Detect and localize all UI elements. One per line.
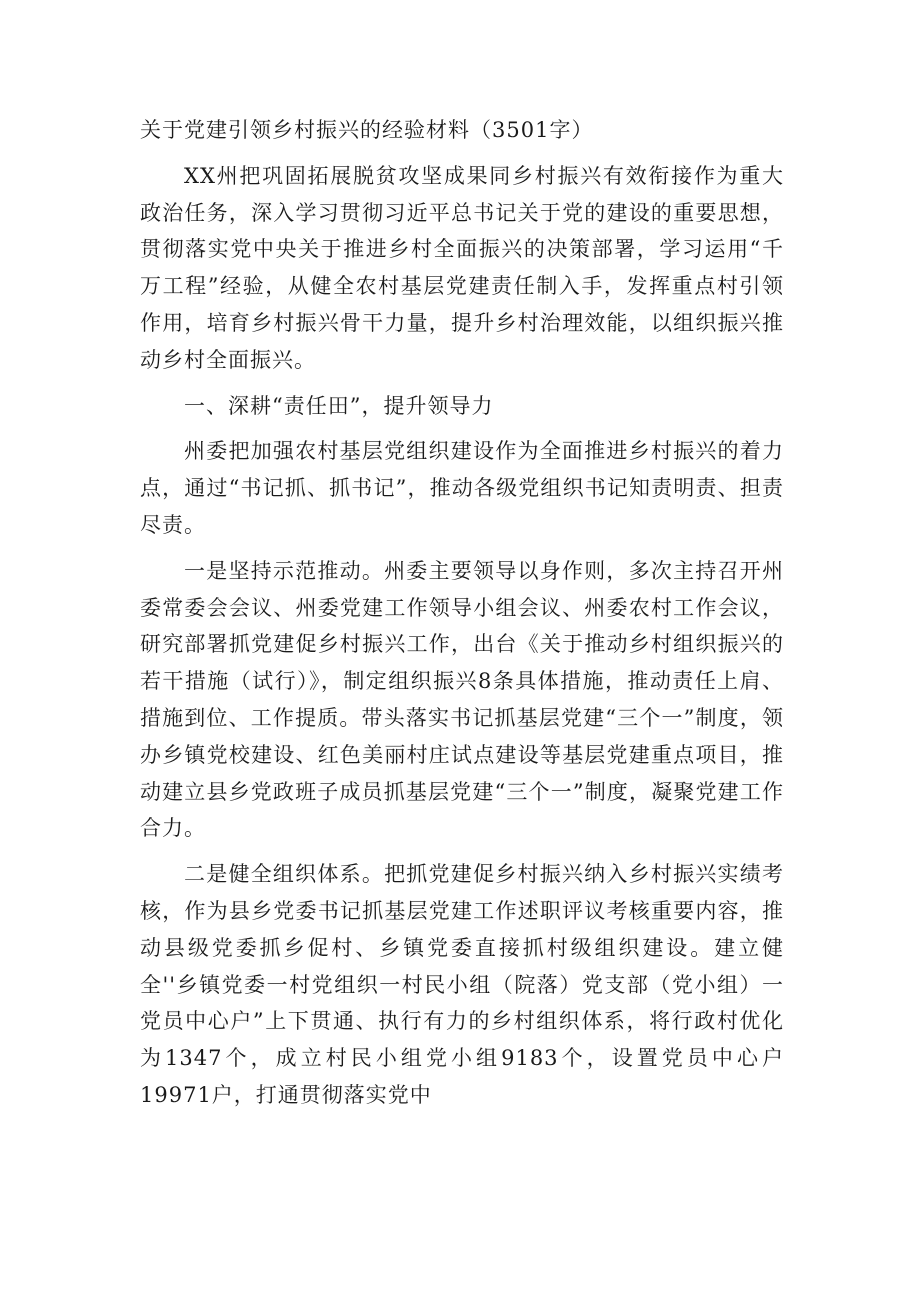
section-heading-1: 一、深耕“责任田”，提升领导力 bbox=[184, 393, 494, 418]
point-2-paragraph: 二是健全组织体系。把抓党建促乡村振兴纳入乡村振兴实绩考核，作为县乡党委书记抓基层党建工作述职评议考核重要内容，推动县级党委抓乡促村、乡镇党委直接抓村级组织建设。建立健全''乡镇党委一村党组织一村民小组（院落）党支部（党小组）一党员中心户”上下贯通、执行有力的乡村组织体系，将行政村优化为1347个，成立村民小组党小组9183个，设置党员中心户19971户，打通贯彻落实党中 bbox=[140, 862, 784, 1107]
intro-paragraph: XX州把巩固拓展脱贫攻坚成果同乡村振兴有效衔接作为重大政治任务，深入学习贯彻习近平总书记关于党的建设的重要思想，贯彻落实党中央关于推进乡村全面振兴的决策部署，学习运用“千万工程”经验，从健全农村基层党建责任制入手，发挥重点村引领作用，培育乡村振兴骨干力量，提升乡村治理效能，以组织振兴推动乡村全面振兴。 bbox=[140, 163, 784, 372]
document-title: 关于党建引领乡村振兴的经验材料（3501字） bbox=[140, 118, 594, 142]
document-body bbox=[140, 112, 784, 1123]
point-1-paragraph: 一是坚持示范推动。州委主要领导以身作则，多次主持召开州委常委会会议、州委党建工作领导小组会议、州委农村工作会议，研究部署抓党建促乡村振兴工作，出台《关于推动乡村组织振兴的若干措施（试行）》，制定组织振兴8条具体措施，推动责任上肩、措施到位、工作提质。带头落实书记抓基层党建“三个一”制度，领办乡镇党校建设、红色美丽村庄试点建设等基层党建重点项目，推动建立县乡党政班子成员抓基层党建“三个一”制度，凝聚党建工作合力。 bbox=[140, 558, 784, 841]
section-1-paragraph: 州委把加强农村基层党组织建设作为全面推进乡村振兴的着力点，通过“书记抓、抓书记”，推动各级党组织书记知责明责、担责尽责。 bbox=[140, 439, 784, 537]
